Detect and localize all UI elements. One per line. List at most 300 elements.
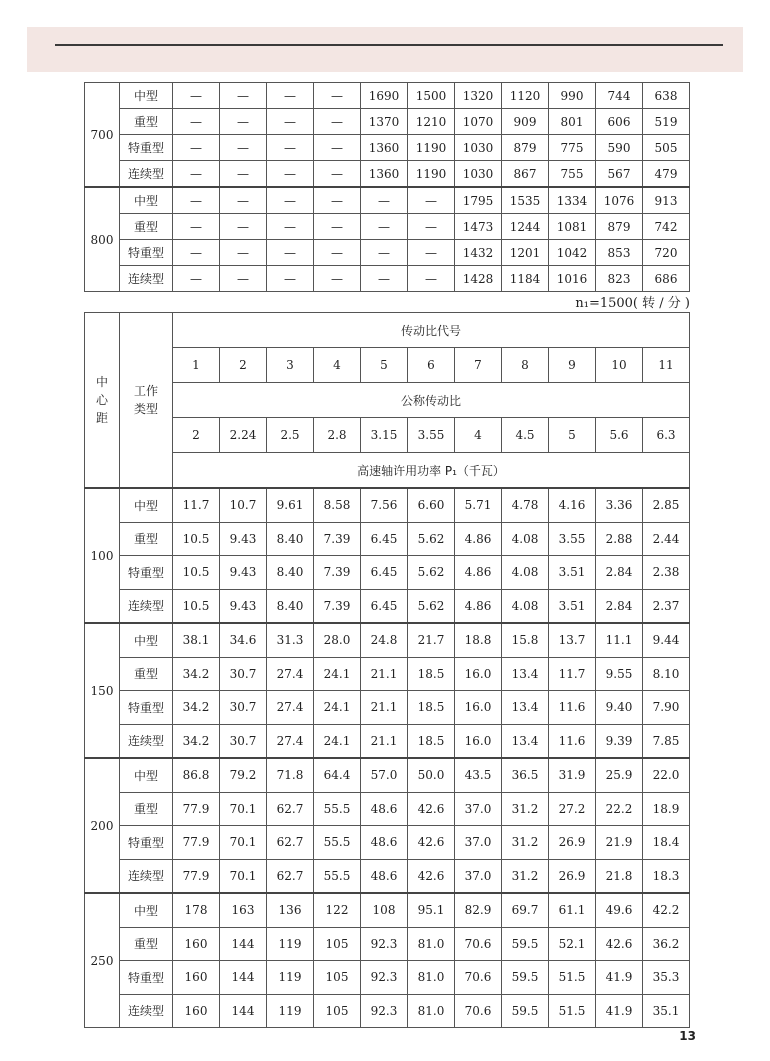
value-cell: 2.44 — [643, 522, 690, 556]
value-cell: 8.40 — [267, 589, 314, 623]
value-cell: 21.1 — [361, 657, 408, 691]
value-cell: 35.1 — [643, 994, 690, 1028]
value-cell: 18.8 — [455, 623, 502, 657]
value-cell: 879 — [596, 214, 643, 240]
value-cell: 10.5 — [173, 556, 220, 590]
value-cell: 1042 — [549, 240, 596, 266]
speed-note: n₁=1500( 转 / 分 ) — [575, 296, 690, 311]
center-distance-cell: 100 — [85, 488, 120, 623]
value-cell: 144 — [220, 927, 267, 961]
value-cell: 18.9 — [643, 792, 690, 826]
table-row — [85, 556, 690, 590]
value-cell: 22.0 — [643, 758, 690, 792]
work-type-cell: 连续型 — [120, 266, 173, 292]
value-cell: 638 — [643, 83, 690, 109]
value-cell: 77.9 — [173, 792, 220, 826]
value-cell: 48.6 — [361, 826, 408, 860]
value-cell: 9.39 — [596, 724, 643, 758]
value-cell: 1081 — [549, 214, 596, 240]
value-cell: — — [173, 83, 220, 109]
value-cell: 9.43 — [220, 522, 267, 556]
value-cell: 48.6 — [361, 859, 408, 893]
value-cell: — — [267, 161, 314, 188]
power-table-continued — [84, 82, 690, 292]
value-cell: — — [314, 187, 361, 214]
value-cell: 10.5 — [173, 522, 220, 556]
header-row-power-label — [85, 453, 690, 489]
work-type-cell: 特重型 — [120, 135, 173, 161]
value-cell: 86.8 — [173, 758, 220, 792]
value-cell: 1244 — [502, 214, 549, 240]
value-cell: 7.39 — [314, 556, 361, 590]
work-type-cell: 特重型 — [120, 961, 173, 995]
value-cell: 1334 — [549, 187, 596, 214]
work-type-cell: 中型 — [120, 893, 173, 927]
ratios-row — [85, 418, 690, 453]
value-cell: 77.9 — [173, 826, 220, 860]
value-cell: 9.43 — [220, 556, 267, 590]
work-type-cell: 中型 — [120, 758, 173, 792]
value-cell: 119 — [267, 927, 314, 961]
value-cell: 1428 — [455, 266, 502, 292]
work-type-cell: 连续型 — [120, 994, 173, 1028]
value-cell: 34.6 — [220, 623, 267, 657]
code-cell: 6 — [408, 348, 455, 383]
value-cell: 51.5 — [549, 994, 596, 1028]
value-cell: — — [361, 266, 408, 292]
value-cell: 95.1 — [408, 893, 455, 927]
value-cell: 64.4 — [314, 758, 361, 792]
value-cell: 1030 — [455, 161, 502, 188]
value-cell: 6.45 — [361, 589, 408, 623]
work-type-cell: 重型 — [120, 657, 173, 691]
value-cell: 24.1 — [314, 724, 361, 758]
value-cell: 55.5 — [314, 859, 361, 893]
table-row — [85, 859, 690, 893]
value-cell: 34.2 — [173, 657, 220, 691]
value-cell: 13.4 — [502, 724, 549, 758]
value-cell: 8.10 — [643, 657, 690, 691]
power-table — [84, 312, 690, 1028]
value-cell: 18.3 — [643, 859, 690, 893]
value-cell: 2.84 — [596, 556, 643, 590]
value-cell: 6.45 — [361, 522, 408, 556]
value-cell: — — [220, 109, 267, 135]
ratio-cell: 2 — [173, 418, 220, 453]
table-row — [85, 214, 690, 240]
value-cell: 8.40 — [267, 522, 314, 556]
value-cell: 1030 — [455, 135, 502, 161]
value-cell: 16.0 — [455, 724, 502, 758]
value-cell: 7.39 — [314, 522, 361, 556]
transmission-code-label: 传动比代号 — [173, 313, 690, 348]
page-header-band — [27, 27, 743, 72]
table-row — [85, 927, 690, 961]
value-cell: 9.55 — [596, 657, 643, 691]
value-cell: 24.8 — [361, 623, 408, 657]
value-cell: — — [220, 83, 267, 109]
value-cell: 108 — [361, 893, 408, 927]
work-type-cell: 连续型 — [120, 724, 173, 758]
work-type-cell: 重型 — [120, 214, 173, 240]
value-cell: 92.3 — [361, 961, 408, 995]
value-cell: 15.8 — [502, 623, 549, 657]
value-cell: 105 — [314, 994, 361, 1028]
value-cell: 11.6 — [549, 724, 596, 758]
value-cell: 69.7 — [502, 893, 549, 927]
work-type-cell: 中型 — [120, 623, 173, 657]
table-row — [85, 187, 690, 214]
ratio-cell: 3.55 — [408, 418, 455, 453]
table-row — [85, 240, 690, 266]
value-cell: 52.1 — [549, 927, 596, 961]
value-cell: 1500 — [408, 83, 455, 109]
power-label: 高速轴许用功率 P₁（千瓦） — [173, 453, 690, 489]
center-distance-cell: 200 — [85, 758, 120, 893]
value-cell: 9.43 — [220, 589, 267, 623]
value-cell: 62.7 — [267, 859, 314, 893]
value-cell: — — [314, 135, 361, 161]
value-cell: 1360 — [361, 161, 408, 188]
value-cell: — — [173, 187, 220, 214]
value-cell: 18.5 — [408, 724, 455, 758]
value-cell: 42.6 — [408, 792, 455, 826]
value-cell: 30.7 — [220, 724, 267, 758]
value-cell: 21.8 — [596, 859, 643, 893]
work-type-cell: 特重型 — [120, 826, 173, 860]
value-cell: 42.6 — [408, 826, 455, 860]
value-cell: 13.7 — [549, 623, 596, 657]
value-cell: 43.5 — [455, 758, 502, 792]
value-cell: 70.6 — [455, 994, 502, 1028]
value-cell: 4.86 — [455, 522, 502, 556]
center-distance-header-text: 中心距 — [95, 375, 108, 425]
value-cell: 28.0 — [314, 623, 361, 657]
value-cell: 37.0 — [455, 859, 502, 893]
value-cell: 38.1 — [173, 623, 220, 657]
value-cell: 4.78 — [502, 488, 549, 522]
value-cell: 70.1 — [220, 859, 267, 893]
value-cell: — — [220, 161, 267, 188]
value-cell: 136 — [267, 893, 314, 927]
value-cell: 27.4 — [267, 724, 314, 758]
value-cell: 4.08 — [502, 522, 549, 556]
value-cell: 1370 — [361, 109, 408, 135]
code-cell: 11 — [643, 348, 690, 383]
code-cell: 9 — [549, 348, 596, 383]
table-row — [85, 589, 690, 623]
value-cell: 590 — [596, 135, 643, 161]
value-cell: 4.08 — [502, 556, 549, 590]
value-cell: 5.62 — [408, 589, 455, 623]
table-row — [85, 83, 690, 109]
value-cell: — — [173, 266, 220, 292]
value-cell: 34.2 — [173, 724, 220, 758]
work-type-cell: 中型 — [120, 83, 173, 109]
value-cell: 1210 — [408, 109, 455, 135]
work-type-cell: 中型 — [120, 187, 173, 214]
value-cell: — — [314, 83, 361, 109]
value-cell: 81.0 — [408, 961, 455, 995]
value-cell: 70.1 — [220, 826, 267, 860]
value-cell: 31.2 — [502, 792, 549, 826]
value-cell: 42.6 — [596, 927, 643, 961]
center-distance-cell: 150 — [85, 623, 120, 758]
value-cell: 11.1 — [596, 623, 643, 657]
value-cell: 18.5 — [408, 691, 455, 725]
table-row — [85, 826, 690, 860]
value-cell: 909 — [502, 109, 549, 135]
table-row — [85, 961, 690, 995]
work-type-header-text: 工作类型 — [133, 384, 158, 416]
value-cell: 119 — [267, 994, 314, 1028]
value-cell: — — [267, 214, 314, 240]
value-cell: — — [408, 240, 455, 266]
code-cell: 8 — [502, 348, 549, 383]
value-cell: 21.7 — [408, 623, 455, 657]
value-cell: 1184 — [502, 266, 549, 292]
table-row — [85, 792, 690, 826]
value-cell: 59.5 — [502, 927, 549, 961]
center-distance-cell: 700 — [85, 83, 120, 188]
value-cell: 879 — [502, 135, 549, 161]
code-cell: 3 — [267, 348, 314, 383]
value-cell: — — [220, 187, 267, 214]
value-cell: 6.60 — [408, 488, 455, 522]
table-row — [85, 488, 690, 522]
value-cell: 9.44 — [643, 623, 690, 657]
code-cell: 10 — [596, 348, 643, 383]
value-cell: 26.9 — [549, 826, 596, 860]
nominal-ratio-label: 公称传动比 — [173, 383, 690, 418]
value-cell: 9.40 — [596, 691, 643, 725]
value-cell: — — [267, 135, 314, 161]
value-cell: 27.2 — [549, 792, 596, 826]
value-cell: 119 — [267, 961, 314, 995]
value-cell: 5.62 — [408, 522, 455, 556]
work-type-cell: 中型 — [120, 488, 173, 522]
value-cell: — — [220, 214, 267, 240]
table-row — [85, 522, 690, 556]
value-cell: 1432 — [455, 240, 502, 266]
value-cell: — — [314, 109, 361, 135]
value-cell: 744 — [596, 83, 643, 109]
value-cell: 24.1 — [314, 691, 361, 725]
value-cell: 4.16 — [549, 488, 596, 522]
value-cell: — — [220, 266, 267, 292]
value-cell: 2.84 — [596, 589, 643, 623]
ratio-cell: 3.15 — [361, 418, 408, 453]
value-cell: 34.2 — [173, 691, 220, 725]
value-cell: — — [173, 214, 220, 240]
value-cell: 1360 — [361, 135, 408, 161]
value-cell: 27.4 — [267, 657, 314, 691]
value-cell: — — [361, 187, 408, 214]
ratio-cell: 5.6 — [596, 418, 643, 453]
value-cell: — — [173, 109, 220, 135]
value-cell: 853 — [596, 240, 643, 266]
work-type-cell: 重型 — [120, 792, 173, 826]
value-cell: 21.9 — [596, 826, 643, 860]
value-cell: 51.5 — [549, 961, 596, 995]
center-distance-cell: 250 — [85, 893, 120, 1028]
value-cell: 867 — [502, 161, 549, 188]
codes-row — [85, 348, 690, 383]
table-row — [85, 623, 690, 657]
value-cell: 31.9 — [549, 758, 596, 792]
value-cell: — — [267, 109, 314, 135]
value-cell: — — [314, 214, 361, 240]
value-cell: — — [361, 240, 408, 266]
value-cell: 21.1 — [361, 691, 408, 725]
code-cell: 2 — [220, 348, 267, 383]
ratio-cell: 6.3 — [643, 418, 690, 453]
value-cell: 2.38 — [643, 556, 690, 590]
value-cell: 1473 — [455, 214, 502, 240]
value-cell: 71.8 — [267, 758, 314, 792]
value-cell: 3.51 — [549, 589, 596, 623]
value-cell: 3.36 — [596, 488, 643, 522]
value-cell: 31.3 — [267, 623, 314, 657]
table-row — [85, 994, 690, 1028]
value-cell: 6.45 — [361, 556, 408, 590]
header-rule — [55, 44, 723, 46]
value-cell: 105 — [314, 961, 361, 995]
value-cell: 35.3 — [643, 961, 690, 995]
value-cell: 11.6 — [549, 691, 596, 725]
value-cell: — — [314, 161, 361, 188]
code-cell: 7 — [455, 348, 502, 383]
value-cell: 990 — [549, 83, 596, 109]
value-cell: 55.5 — [314, 826, 361, 860]
value-cell: 3.51 — [549, 556, 596, 590]
value-cell: 1120 — [502, 83, 549, 109]
value-cell: 21.1 — [361, 724, 408, 758]
table-row — [85, 109, 690, 135]
work-type-cell: 连续型 — [120, 161, 173, 188]
work-type-header — [120, 313, 173, 489]
value-cell: 913 — [643, 187, 690, 214]
value-cell: 2.85 — [643, 488, 690, 522]
ratio-cell: 5 — [549, 418, 596, 453]
value-cell: 720 — [643, 240, 690, 266]
value-cell: 144 — [220, 961, 267, 995]
value-cell: 160 — [173, 994, 220, 1028]
value-cell: 16.0 — [455, 691, 502, 725]
value-cell: — — [220, 240, 267, 266]
value-cell: 1190 — [408, 135, 455, 161]
work-type-cell: 重型 — [120, 522, 173, 556]
value-cell: 7.39 — [314, 589, 361, 623]
value-cell: 42.2 — [643, 893, 690, 927]
value-cell: 57.0 — [361, 758, 408, 792]
table-row — [85, 266, 690, 292]
value-cell: 1690 — [361, 83, 408, 109]
value-cell: — — [408, 214, 455, 240]
table-row — [85, 724, 690, 758]
value-cell: 823 — [596, 266, 643, 292]
value-cell: — — [408, 187, 455, 214]
value-cell: 37.0 — [455, 792, 502, 826]
value-cell: 18.5 — [408, 657, 455, 691]
center-distance-cell: 800 — [85, 187, 120, 292]
code-cell: 5 — [361, 348, 408, 383]
table-row — [85, 893, 690, 927]
ratio-cell: 2.8 — [314, 418, 361, 453]
value-cell: 70.6 — [455, 961, 502, 995]
value-cell: 9.61 — [267, 488, 314, 522]
center-distance-header — [85, 313, 120, 489]
value-cell: 42.6 — [408, 859, 455, 893]
value-cell: 36.5 — [502, 758, 549, 792]
value-cell: 31.2 — [502, 859, 549, 893]
value-cell: 70.6 — [455, 927, 502, 961]
value-cell: 2.37 — [643, 589, 690, 623]
value-cell: 77.9 — [173, 859, 220, 893]
value-cell: — — [314, 240, 361, 266]
value-cell: 10.5 — [173, 589, 220, 623]
value-cell: 62.7 — [267, 792, 314, 826]
value-cell: 755 — [549, 161, 596, 188]
value-cell: 178 — [173, 893, 220, 927]
value-cell: 55.5 — [314, 792, 361, 826]
value-cell: 5.62 — [408, 556, 455, 590]
value-cell: 1016 — [549, 266, 596, 292]
value-cell: — — [267, 240, 314, 266]
value-cell: 22.2 — [596, 792, 643, 826]
value-cell: 37.0 — [455, 826, 502, 860]
value-cell: 92.3 — [361, 927, 408, 961]
value-cell: 59.5 — [502, 961, 549, 995]
work-type-cell: 特重型 — [120, 691, 173, 725]
work-type-cell: 特重型 — [120, 240, 173, 266]
value-cell: 13.4 — [502, 657, 549, 691]
value-cell: 1795 — [455, 187, 502, 214]
value-cell: 62.7 — [267, 826, 314, 860]
value-cell: 7.56 — [361, 488, 408, 522]
value-cell: 7.85 — [643, 724, 690, 758]
header-row-codes — [85, 313, 690, 348]
value-cell: 8.40 — [267, 556, 314, 590]
value-cell: — — [361, 214, 408, 240]
value-cell: — — [408, 266, 455, 292]
value-cell: — — [220, 135, 267, 161]
value-cell: 775 — [549, 135, 596, 161]
value-cell: 8.58 — [314, 488, 361, 522]
value-cell: 10.7 — [220, 488, 267, 522]
value-cell: 1320 — [455, 83, 502, 109]
ratio-cell: 4.5 — [502, 418, 549, 453]
value-cell: 4.86 — [455, 589, 502, 623]
value-cell: 25.9 — [596, 758, 643, 792]
value-cell: 1076 — [596, 187, 643, 214]
work-type-cell: 连续型 — [120, 859, 173, 893]
value-cell: 144 — [220, 994, 267, 1028]
value-cell: 36.2 — [643, 927, 690, 961]
value-cell: 11.7 — [549, 657, 596, 691]
value-cell: 24.1 — [314, 657, 361, 691]
value-cell: 606 — [596, 109, 643, 135]
value-cell: 801 — [549, 109, 596, 135]
value-cell: 81.0 — [408, 927, 455, 961]
table-row — [85, 657, 690, 691]
value-cell: 31.2 — [502, 826, 549, 860]
value-cell: 48.6 — [361, 792, 408, 826]
work-type-cell: 重型 — [120, 109, 173, 135]
ratio-cell: 2.24 — [220, 418, 267, 453]
table-row — [85, 758, 690, 792]
code-cell: 4 — [314, 348, 361, 383]
